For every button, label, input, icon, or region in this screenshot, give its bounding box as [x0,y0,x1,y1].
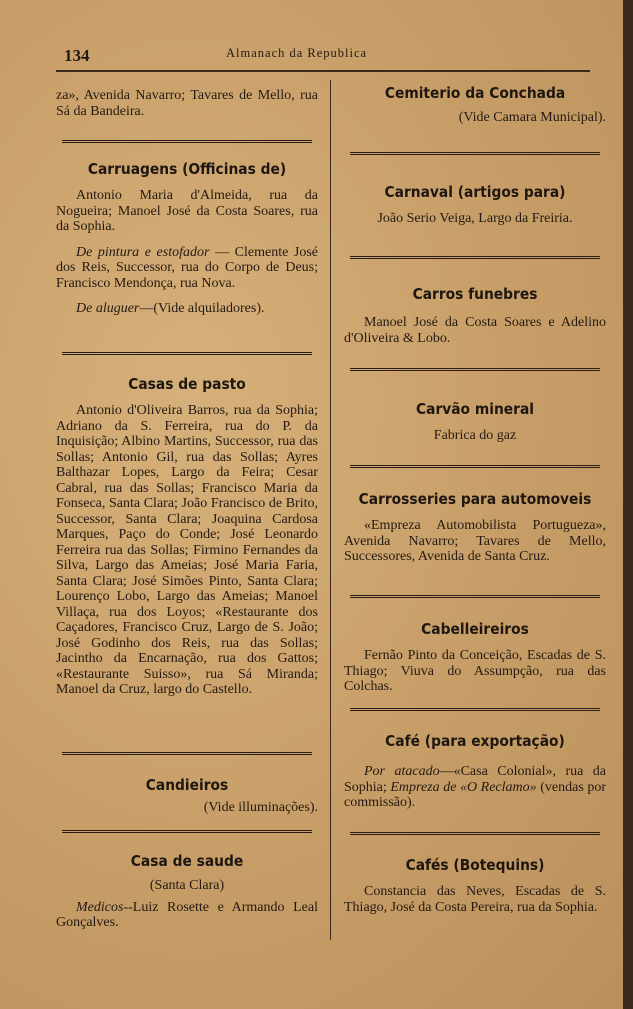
separator [62,752,312,757]
page-header [56,46,596,68]
heading-cafe: Café (para exportação) [385,732,565,750]
text-cemiterio: (Vide Camara Municipal). [458,110,606,125]
heading-carrosseries: Carrosseries para automoveis [358,490,592,508]
separator [350,832,600,837]
page-edge [623,0,633,1009]
entry-carnaval [344,183,606,227]
text-medicos-body: --Luiz Rosette e Armando Leal Gonçalves. [56,899,318,930]
text-cabelleireiros: Fernão Pinto da Conceição, Escadas de S. Thiago; Viuva do Assumpção, rua das Colchas. [344,648,606,694]
running-title: Almanach da Republica [226,46,368,60]
text-carvao: Fabrica do gaz [433,428,517,443]
separator [350,368,600,373]
text-carrosseries: «Empreza Automobilista Portugueza», Avenida Navarro; Tavares de Mello, Successores, Avenida de Santa Cruz. [344,518,606,564]
heading-carvao: Carvão mineral [416,400,534,418]
text-aluguer [56,301,318,317]
entry-carrosseries [344,490,606,565]
entry-carros-funebres [344,285,606,346]
entry-casa-saude [56,852,318,931]
text-casas-pasto: Antonio d'Oliveira Barros, rua da Sophia; Adriano da S. Ferreira, rua do P. da Inquisição; Albino Martins, Successor, rua das Sollas; Antonio Gil, rua das Sollas; Ayres Balthazar Lopes, Largo da Feira; Cesar Cabral, rua das Sollas; Francisco Maria da Fonseca, Santa Clara; João Francisco de Brito, Successor, Santa Clara; Joaquina Cardosa Marques, Paço do Conde; José Leonardo Ferreira rua das Sollas; Firmino Fernandes da Silva, Largo das Ameias; José Maria Faria, Santa Clara; José Simões Pinto, Santa Clara; Lourenço Lobo, Largo das Ameias; Manoel Villaça, rua dos Loyos; «Restaurante dos Caçadores, Francisco Cruz, Largo de S. João; José Godinho dos Reis, rua das Sollas; Jacintho da Encarnação, rua dos Gattos; «Restaurante Suisso», rua Sá Miranda; Manoel da Cruz, largo do Castello. [56,403,318,697]
heading-carruagens: Carruagens (Officinas de) [87,160,287,178]
heading-cemiterio: Cemiterio da Conchada [384,84,566,102]
separator [62,352,312,357]
entry-carvao [344,400,606,444]
separator [350,595,600,600]
separator [350,152,600,157]
heading-cafes: Cafés (Botequins) [405,856,545,874]
entry-cemiterio [344,84,606,126]
heading-carros-funebres: Carros funebres [412,285,538,303]
heading-casa-saude: Casa de saude [130,852,244,870]
label-medicos: Medicos [76,899,124,915]
entry-candieiros [56,776,318,816]
text-pintura [56,245,318,292]
entry-cafe [344,732,606,811]
text-cafe [344,764,606,811]
text-medicos [56,900,318,931]
separator [350,465,600,470]
heading-carnaval: Carnaval (artigos para) [384,183,566,201]
text-casa-saude-sub: (Santa Clara) [149,878,225,893]
separator [62,140,312,145]
entry-cabelleireiros [344,620,606,695]
text-pintura-body: — Clemente José dos Reis, Successor, rua do Corpo de Deus; Francisco Mendonça, rua Nova. [56,244,319,291]
entry-carruagens [56,160,318,317]
text-carruagens: Antonio Maria d'Almeida, rua da Nogueira; Manoel José da Costa Soares, rua da Sophia. [56,188,318,234]
label-empreza: Empreza de «O Reclamo» [390,779,537,795]
entry-casas-pasto [56,375,318,698]
page-number: 134 [64,46,90,65]
column-divider [330,80,331,940]
entry-cafes [344,856,606,915]
text-carnaval: João Serio Veiga, Largo da Freiria. [377,211,573,226]
continuation-text: za», Avenida Navarro; Tavares de Mello, rua Sá da Bandeira. [56,88,318,119]
text-empreza: (vendas por commissão). [344,779,607,810]
heading-cabelleireiros: Cabelleireiros [421,620,529,638]
label-atacado: Por atacado [364,764,440,779]
header-rule [56,70,590,72]
heading-casas-pasto: Casas de pasto [128,375,246,393]
separator [350,256,600,261]
continuation-entry [56,88,318,119]
text-candieiros: (Vide illuminações). [203,800,318,815]
text-atacado: —«Casa Colonial», rua da Sophia; [344,764,606,795]
heading-candieiros: Candieiros [145,776,229,794]
text-cafes: Constancia das Neves, Escadas de S. Thiago, José da Costa Pereira, rua da Sophia. [344,884,606,915]
separator [62,830,312,835]
text-carros-funebres: Manoel José da Costa Soares e Adelino d'Oliveira & Lobo. [344,315,606,346]
text-aluguer-body: —(Vide alquiladores). [139,301,265,316]
label-aluguer: De aluguer [76,301,140,316]
label-pintura: De pintura e estofador [76,244,210,260]
separator [350,708,600,713]
